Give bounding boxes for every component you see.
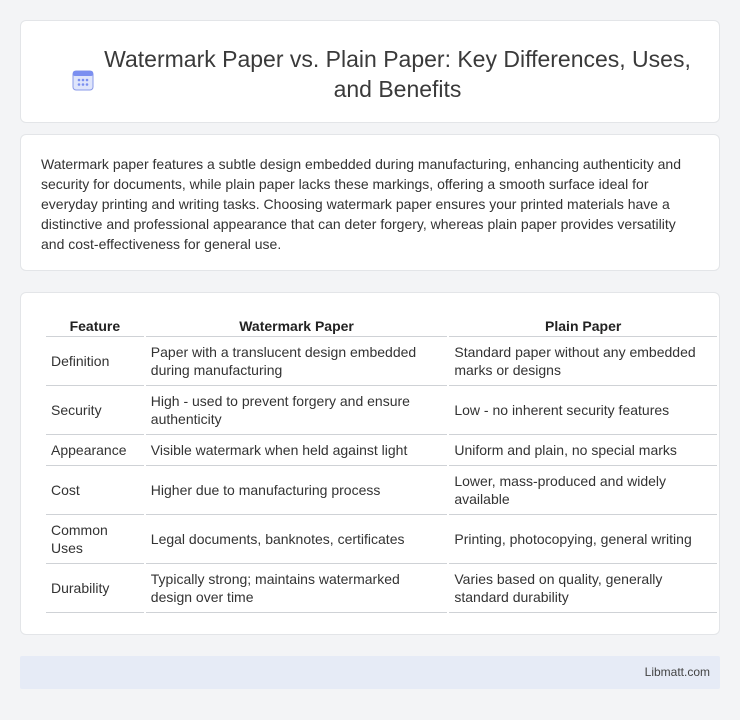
- row-feature-cell: Durability: [46, 564, 144, 613]
- page-title: Watermark Paper vs. Plain Paper: Key Differences, Uses, and Benefits: [104, 46, 691, 102]
- row-plain-cell: Uniform and plain, no special marks: [449, 435, 717, 466]
- table-row: [46, 515, 717, 564]
- row-watermark-cell: High - used to prevent forgery and ensure authenticity: [146, 386, 448, 435]
- header-feature: Feature: [46, 315, 144, 337]
- row-watermark-cell: Legal documents, banknotes, certificates: [146, 515, 448, 564]
- table-row: [46, 435, 717, 466]
- intro-card: [20, 134, 720, 271]
- row-plain-cell: Varies based on quality, generally standard durability: [449, 564, 717, 613]
- table-row: [46, 386, 717, 435]
- footer-site-link[interactable]: Libmatt.com: [644, 665, 710, 679]
- row-plain-cell: Standard paper without any embedded marks or designs: [449, 337, 717, 386]
- table-row: [46, 337, 717, 386]
- row-feature-cell: Appearance: [46, 435, 144, 466]
- comparison-card: [20, 292, 720, 635]
- row-feature-cell: Common Uses: [46, 515, 144, 564]
- row-plain-cell: Lower, mass-produced and widely available: [449, 466, 717, 515]
- row-feature-cell: Definition: [46, 337, 144, 386]
- row-watermark-cell: Typically strong; maintains watermarked design over time: [146, 564, 448, 613]
- row-watermark-cell: Visible watermark when held against light: [146, 435, 448, 466]
- header-watermark-paper: Watermark Paper: [146, 315, 448, 337]
- table-header-row: [46, 315, 717, 337]
- row-feature-cell: Security: [46, 386, 144, 435]
- row-feature-cell: Cost: [46, 466, 144, 515]
- table-row: [46, 466, 717, 515]
- row-watermark-cell: Higher due to manufacturing process: [146, 466, 448, 515]
- row-plain-cell: Low - no inherent security features: [449, 386, 717, 435]
- calendar-icon: [72, 69, 94, 91]
- header-plain-paper: Plain Paper: [449, 315, 717, 337]
- title-card: [20, 20, 720, 123]
- row-watermark-cell: Paper with a translucent design embedded during manufacturing: [146, 337, 448, 386]
- footer-bar: [20, 656, 720, 689]
- comparison-table: [44, 315, 719, 613]
- table-row: [46, 564, 717, 613]
- intro-paragraph: Watermark paper features a subtle design embedded during manufacturing, enhancing authenticity and security for documents, while plain paper lacks these markings, offering a smooth surface ideal for everyday printing and writing tasks. Choosing watermark paper ensures your printed materials have a distinctive and professional appearance that can deter forgery, whereas plain paper provides versatility and cost-effectiveness for general use.: [41, 156, 681, 252]
- row-plain-cell: Printing, photocopying, general writing: [449, 515, 717, 564]
